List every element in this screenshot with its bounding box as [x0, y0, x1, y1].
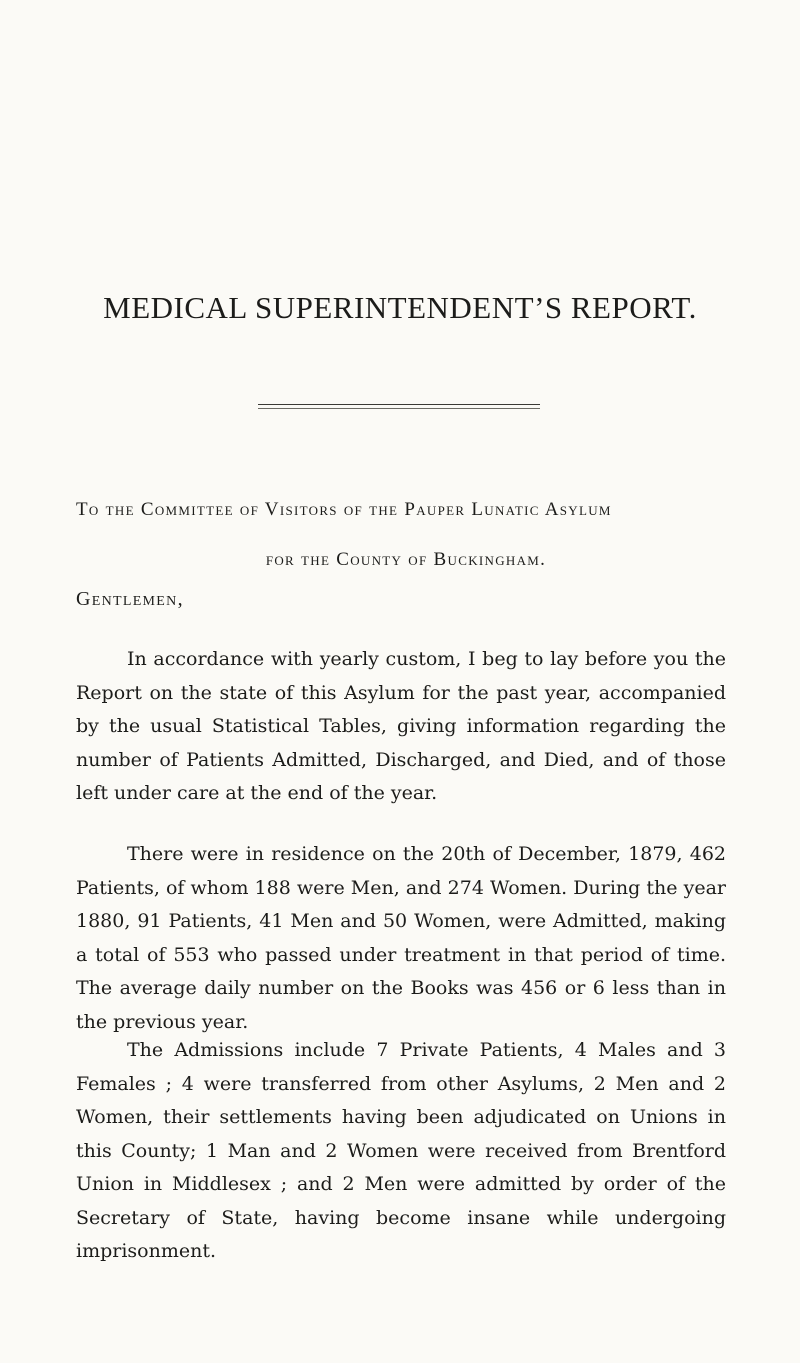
title-divider-lower: [258, 408, 540, 409]
salutation: Gentlemen,: [76, 588, 184, 610]
paragraph-residence-statistics: There were in residence on the 20th of December, 1879, 462 Patients, of whom 188 were Men, and 274 Women. During the year 1880, 91 Patients, 41 Men and 50 Women, were Admitted, making a total of 553 who passed under treatment in that period of time. The average daily number on the Books was 456 or 6 less than in the previous year.: [76, 843, 726, 1033]
paragraph-report-intro: In accordance with yearly custom, I beg to lay before you the Report on the state of this Asylum for the past year, accompanied by the usual Statistical Tables, giving information regarding the number of Patients Admitted, Discharged, and Died, and of those left under care at the end of the year.: [76, 648, 726, 804]
title-divider: [258, 404, 540, 405]
addressee: [76, 485, 736, 585]
addressee-line-2: for the County of Buckingham.: [265, 549, 547, 570]
addressee-line-1: To the Committee of Visitors of the Pauper Lunatic Asylum: [76, 499, 612, 520]
paragraph-admissions: The Admissions include 7 Private Patients, 4 Males and 3 Females ; 4 were transferred from other Asylums, 2 Men and 2 Women, their settlements having been adjudicated on Unions in this County; 1 Man and 2 Women were received from Brentford Union in Middlesex ; and 2 Men were admitted by order of the Secretary of State, having become insane while undergoing imprisonment.: [76, 1039, 726, 1262]
page-title: MEDICAL SUPERINTENDENT’S REPORT.: [103, 290, 697, 325]
